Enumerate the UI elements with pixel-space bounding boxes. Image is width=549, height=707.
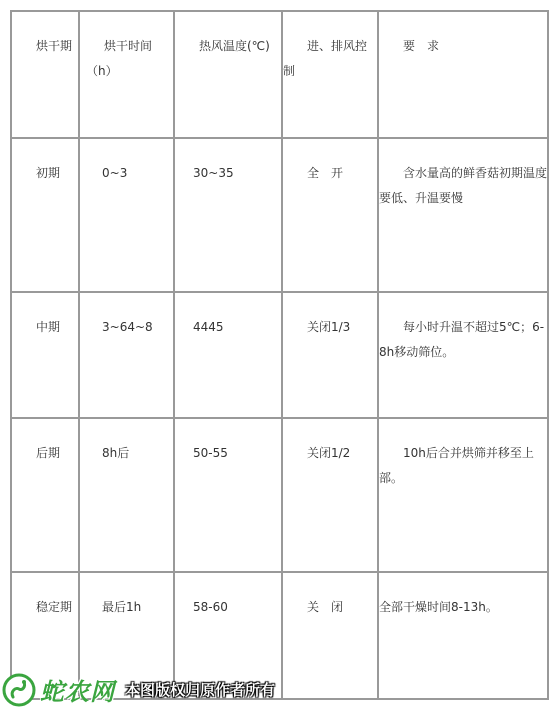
table-cell: 58-60 [174, 572, 282, 699]
table-cell: 全 开 [282, 138, 378, 292]
header-cell: 要 求 [378, 11, 548, 138]
table-header-row [11, 11, 548, 138]
watermark-text: 本图版权归原作者所有 [125, 681, 276, 699]
table-row [11, 292, 548, 419]
table-row [11, 418, 548, 572]
table-cell: 初期 [11, 138, 79, 292]
watermark-brand: 蛇农网 [40, 677, 115, 706]
table-cell: 最后1h [79, 572, 174, 699]
header-cell: 进、排风控制 [282, 11, 378, 138]
table-cell: 关闭1/2 [282, 418, 378, 572]
table-cell: 关 闭 [282, 572, 378, 699]
table-cell: 每小时升温不超过5℃；6-8h移动筛位。 [378, 292, 548, 419]
table-cell: 后期 [11, 418, 79, 572]
table-cell: 稳定期 [11, 572, 79, 699]
table-row [11, 138, 548, 292]
table-cell: 0~3 [79, 138, 174, 292]
table-cell: 8h后 [79, 418, 174, 572]
table-cell: 50-55 [174, 418, 282, 572]
header-cell: 烘干期 [11, 11, 79, 138]
table-cell: 含水量高的鲜香菇初期温度要低、升温要慢 [378, 138, 548, 292]
header-cell: 热风温度(℃) [174, 11, 282, 138]
table-cell: 30~35 [174, 138, 282, 292]
table-cell: 3~64~8 [79, 292, 174, 419]
table-cell: 中期 [11, 292, 79, 419]
header-cell: 烘干时间（h） [79, 11, 174, 138]
watermark [0, 672, 330, 707]
snake-logo-icon [2, 673, 36, 707]
drying-schedule-table [10, 10, 549, 700]
table-cell: 全部干燥时间8-13h。 [378, 572, 548, 699]
table-cell: 关闭1/3 [282, 292, 378, 419]
table-cell: 4445 [174, 292, 282, 419]
table-cell: 10h后合并烘筛并移至上部。 [378, 418, 548, 572]
